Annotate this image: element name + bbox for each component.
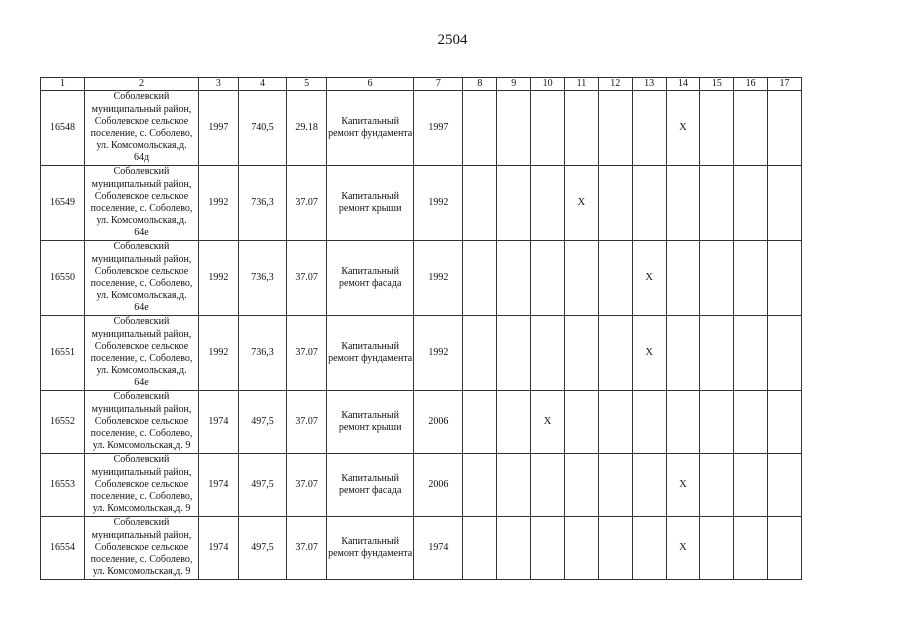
period-mark-cell xyxy=(632,517,666,580)
period-mark-cell xyxy=(734,241,768,316)
period-mark-cell xyxy=(734,391,768,454)
address-cell: Соболевский муниципальный район, Соболевское сельское поселение, с. Соболево, ул. Комсомольская,д. 9 xyxy=(85,517,199,580)
period-mark-cell xyxy=(463,91,497,166)
period-mark-cell xyxy=(700,166,734,241)
wear-cell: 37.07 xyxy=(287,166,327,241)
period-mark-cell xyxy=(531,241,565,316)
period-mark-cell: X xyxy=(632,316,666,391)
period-mark-cell xyxy=(497,454,531,517)
column-header: 15 xyxy=(700,78,734,91)
address-cell: Соболевский муниципальный район, Соболевское сельское поселение, с. Соболево, ул. Комсомольская,д. 64е xyxy=(85,316,199,391)
record-id: 16549 xyxy=(41,166,85,241)
column-header: 14 xyxy=(666,78,700,91)
page-number: 2504 xyxy=(437,32,468,48)
period-mark-cell xyxy=(565,517,599,580)
year-built-cell: 1992 xyxy=(198,166,238,241)
period-mark-cell xyxy=(598,391,632,454)
period-mark-cell xyxy=(734,316,768,391)
table-row xyxy=(41,454,802,517)
column-header: 4 xyxy=(238,78,286,91)
period-mark-cell xyxy=(497,391,531,454)
period-mark-cell xyxy=(632,454,666,517)
period-mark-cell: X xyxy=(531,391,565,454)
table-row xyxy=(41,91,802,166)
period-mark-cell: X xyxy=(666,91,700,166)
period-mark-cell xyxy=(666,391,700,454)
record-id: 16552 xyxy=(41,391,85,454)
work-type-cell: Капитальный ремонт фундамента xyxy=(327,517,414,580)
period-mark-cell xyxy=(666,316,700,391)
period-mark-cell xyxy=(497,316,531,391)
area-cell: 736,3 xyxy=(238,241,286,316)
wear-cell: 37.07 xyxy=(287,517,327,580)
period-mark-cell xyxy=(768,517,802,580)
period-mark-cell xyxy=(734,517,768,580)
work-type-cell: Капитальный ремонт фасада xyxy=(327,454,414,517)
period-mark-cell xyxy=(463,316,497,391)
column-header: 13 xyxy=(632,78,666,91)
last-repair-year-cell: 1992 xyxy=(414,166,463,241)
record-id: 16550 xyxy=(41,241,85,316)
period-mark-cell xyxy=(768,454,802,517)
area-cell: 736,3 xyxy=(238,316,286,391)
period-mark-cell: X xyxy=(632,241,666,316)
period-mark-cell xyxy=(463,166,497,241)
address-cell: Соболевский муниципальный район, Соболевское сельское поселение, с. Соболево, ул. Комсомольская,д. 64е xyxy=(85,241,199,316)
period-mark-cell: X xyxy=(666,454,700,517)
last-repair-year-cell: 2006 xyxy=(414,391,463,454)
table-row xyxy=(41,241,802,316)
column-header: 16 xyxy=(734,78,768,91)
wear-cell: 29.18 xyxy=(287,91,327,166)
period-mark-cell xyxy=(700,241,734,316)
period-mark-cell xyxy=(734,91,768,166)
period-mark-cell xyxy=(565,316,599,391)
record-id: 16548 xyxy=(41,91,85,166)
period-mark-cell xyxy=(700,91,734,166)
table-row xyxy=(41,166,802,241)
period-mark-cell xyxy=(768,241,802,316)
column-header: 7 xyxy=(414,78,463,91)
address-cell: Соболевский муниципальный район, Соболевское сельское поселение, с. Соболево, ул. Комсомольская,д. 64д xyxy=(85,91,199,166)
period-mark-cell xyxy=(700,517,734,580)
period-mark-cell xyxy=(531,454,565,517)
work-type-cell: Капитальный ремонт фасада xyxy=(327,241,414,316)
table-row xyxy=(41,316,802,391)
address-cell: Соболевский муниципальный район, Соболевское сельское поселение, с. Соболево, ул. Комсомольская,д. 9 xyxy=(85,391,199,454)
column-header: 2 xyxy=(85,78,199,91)
table-row xyxy=(41,391,802,454)
period-mark-cell xyxy=(666,166,700,241)
wear-cell: 37.07 xyxy=(287,316,327,391)
year-built-cell: 1992 xyxy=(198,316,238,391)
column-header: 9 xyxy=(497,78,531,91)
period-mark-cell xyxy=(598,454,632,517)
last-repair-year-cell: 1992 xyxy=(414,241,463,316)
period-mark-cell xyxy=(531,517,565,580)
wear-cell: 37.07 xyxy=(287,241,327,316)
column-header: 5 xyxy=(287,78,327,91)
last-repair-year-cell: 1992 xyxy=(414,316,463,391)
column-header: 10 xyxy=(531,78,565,91)
period-mark-cell xyxy=(734,454,768,517)
header-row xyxy=(41,78,802,91)
work-type-cell: Капитальный ремонт крыши xyxy=(327,391,414,454)
period-mark-cell xyxy=(565,454,599,517)
period-mark-cell xyxy=(632,91,666,166)
period-mark-cell xyxy=(598,166,632,241)
wear-cell: 37.07 xyxy=(287,391,327,454)
period-mark-cell xyxy=(463,391,497,454)
work-type-cell: Капитальный ремонт крыши xyxy=(327,166,414,241)
year-built-cell: 1997 xyxy=(198,91,238,166)
column-header: 1 xyxy=(41,78,85,91)
area-cell: 497,5 xyxy=(238,517,286,580)
period-mark-cell xyxy=(531,91,565,166)
period-mark-cell xyxy=(598,241,632,316)
year-built-cell: 1974 xyxy=(198,391,238,454)
record-id: 16551 xyxy=(41,316,85,391)
period-mark-cell: X xyxy=(666,517,700,580)
period-mark-cell xyxy=(565,241,599,316)
period-mark-cell xyxy=(768,91,802,166)
period-mark-cell xyxy=(700,391,734,454)
period-mark-cell xyxy=(734,166,768,241)
record-id: 16553 xyxy=(41,454,85,517)
repair-registry-table xyxy=(40,77,802,580)
period-mark-cell xyxy=(497,517,531,580)
year-built-cell: 1992 xyxy=(198,241,238,316)
period-mark-cell xyxy=(565,391,599,454)
column-header: 17 xyxy=(768,78,802,91)
last-repair-year-cell: 1997 xyxy=(414,91,463,166)
period-mark-cell xyxy=(700,316,734,391)
wear-cell: 37.07 xyxy=(287,454,327,517)
area-cell: 497,5 xyxy=(238,391,286,454)
year-built-cell: 1974 xyxy=(198,517,238,580)
period-mark-cell xyxy=(598,517,632,580)
period-mark-cell xyxy=(463,454,497,517)
record-id: 16554 xyxy=(41,517,85,580)
column-header: 3 xyxy=(198,78,238,91)
period-mark-cell xyxy=(497,91,531,166)
area-cell: 497,5 xyxy=(238,454,286,517)
year-built-cell: 1974 xyxy=(198,454,238,517)
period-mark-cell xyxy=(497,166,531,241)
period-mark-cell xyxy=(666,241,700,316)
period-mark-cell xyxy=(565,91,599,166)
period-mark-cell xyxy=(598,316,632,391)
period-mark-cell xyxy=(497,241,531,316)
last-repair-year-cell: 1974 xyxy=(414,517,463,580)
period-mark-cell xyxy=(531,166,565,241)
column-header: 12 xyxy=(598,78,632,91)
period-mark-cell xyxy=(531,316,565,391)
area-cell: 740,5 xyxy=(238,91,286,166)
table-row xyxy=(41,517,802,580)
column-header: 11 xyxy=(565,78,599,91)
last-repair-year-cell: 2006 xyxy=(414,454,463,517)
work-type-cell: Капитальный ремонт фундамента xyxy=(327,316,414,391)
period-mark-cell xyxy=(700,454,734,517)
address-cell: Соболевский муниципальный район, Соболевское сельское поселение, с. Соболево, ул. Комсомольская,д. 64е xyxy=(85,166,199,241)
address-cell: Соболевский муниципальный район, Соболевское сельское поселение, с. Соболево, ул. Комсомольская,д. 9 xyxy=(85,454,199,517)
period-mark-cell xyxy=(768,166,802,241)
column-header: 6 xyxy=(327,78,414,91)
period-mark-cell: X xyxy=(565,166,599,241)
area-cell: 736,3 xyxy=(238,166,286,241)
period-mark-cell xyxy=(463,241,497,316)
period-mark-cell xyxy=(598,91,632,166)
period-mark-cell xyxy=(632,391,666,454)
period-mark-cell xyxy=(768,316,802,391)
period-mark-cell xyxy=(768,391,802,454)
column-header: 8 xyxy=(463,78,497,91)
period-mark-cell xyxy=(463,517,497,580)
period-mark-cell xyxy=(632,166,666,241)
work-type-cell: Капитальный ремонт фундамента xyxy=(327,91,414,166)
